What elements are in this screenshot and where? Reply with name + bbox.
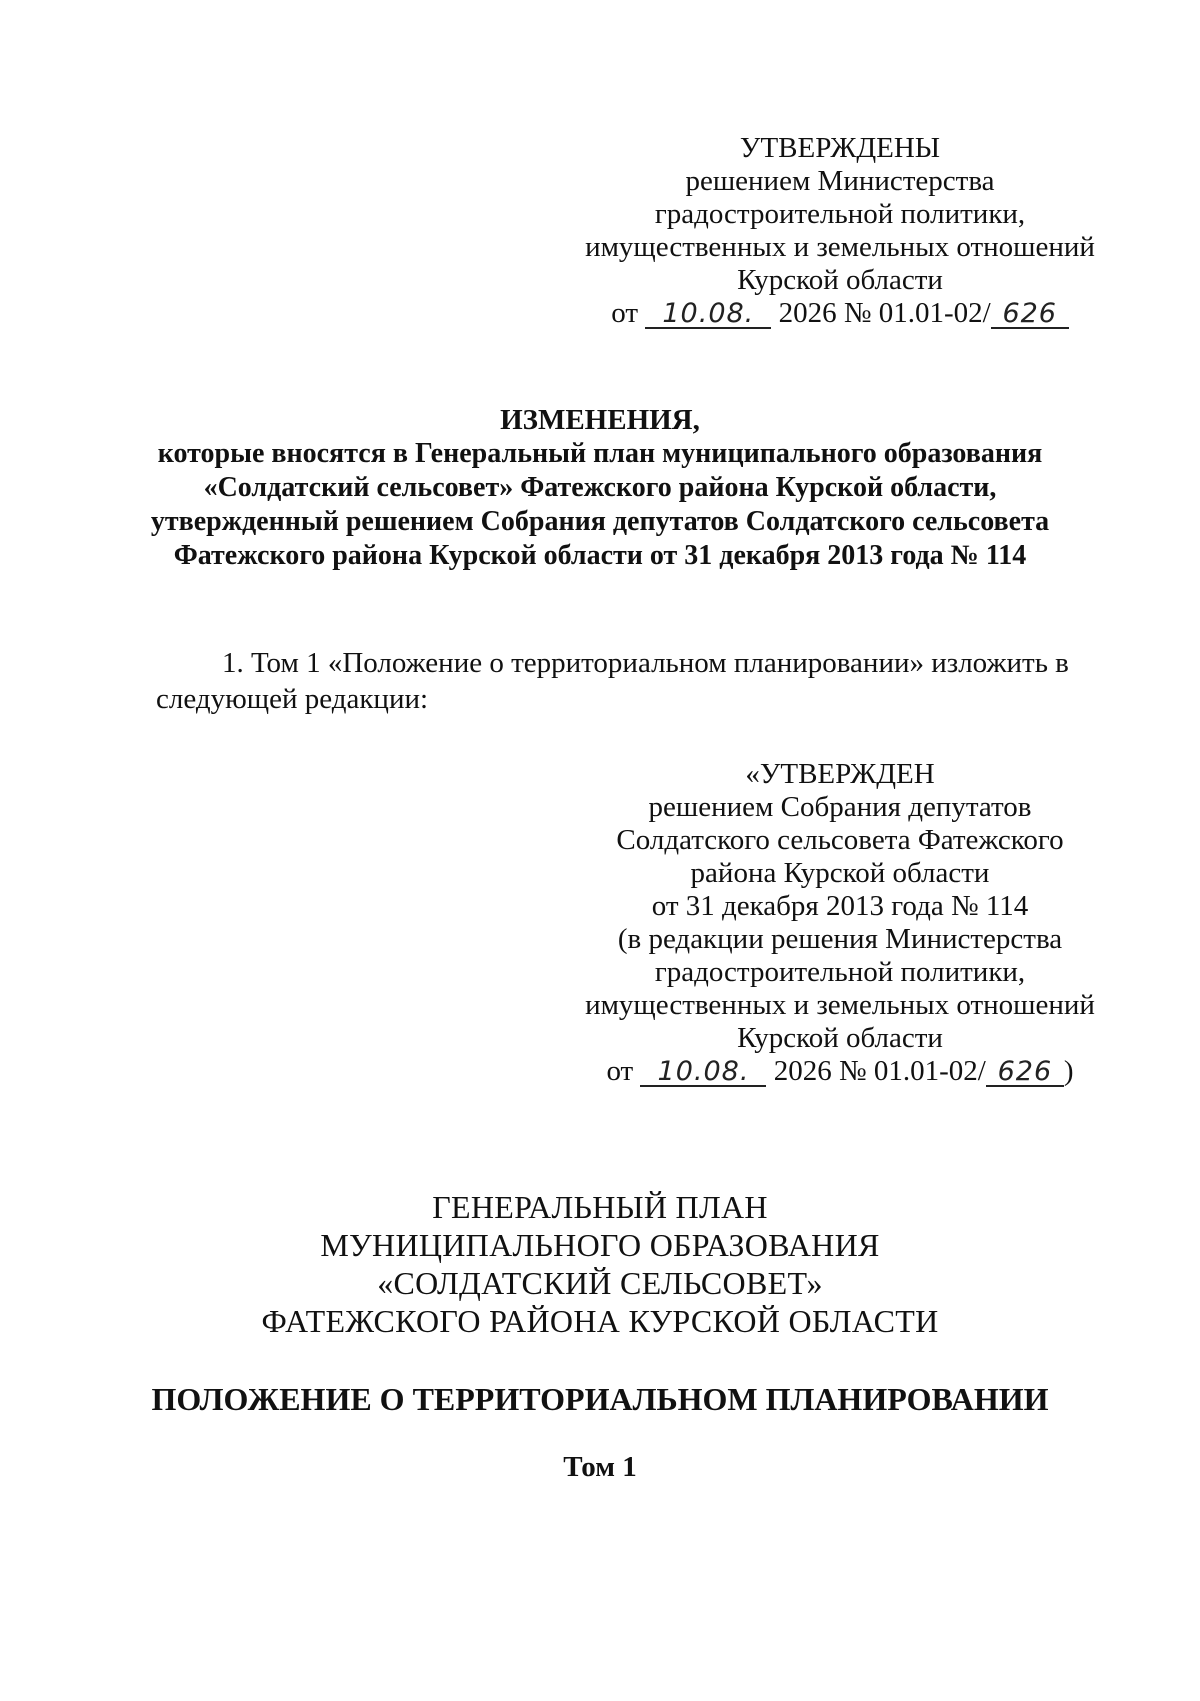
approval-line: Солдатского сельсовета Фатежского [616, 824, 1064, 856]
volume-text: Том 1 [563, 1451, 637, 1483]
handwritten-number: 626 [991, 301, 1069, 329]
approval-block-top [540, 132, 1140, 330]
approval-title: «УТВЕРЖДЕН [745, 758, 935, 790]
changes-heading [60, 403, 1140, 573]
plan-title-line: МУНИЦИПАЛЬНОГО ОБРАЗОВАНИЯ [320, 1227, 880, 1263]
changes-line: Фатежского района Курской области от 31 декабря 2013 года № 114 [173, 540, 1027, 571]
body-paragraph [156, 645, 1116, 717]
approval-line: градостроительной политики, [654, 198, 1026, 230]
approval-line: района Курской области [690, 857, 990, 889]
section-title-text: ПОЛОЖЕНИЕ О ТЕРРИТОРИАЛЬНОМ ПЛАНИРОВАНИИ [151, 1381, 1049, 1417]
date-suffix: 2026 № 01.01-02/ [773, 1055, 986, 1087]
date-prefix: от [606, 1055, 634, 1087]
approval-title: УТВЕРЖДЕНЫ [739, 132, 941, 164]
date-prefix: от [611, 297, 639, 329]
approval-date-line [540, 1055, 1140, 1088]
approval-line: градостроительной политики, [654, 956, 1026, 988]
paragraph-line: 1. Том 1 «Положение о территориальном планировании» изложить в [222, 647, 1069, 679]
approval-line: решением Собрания депутатов [648, 791, 1032, 823]
approval-line: имущественных и земельных отношений [585, 231, 1095, 263]
handwritten-date: 10.08. [645, 301, 771, 329]
approval-line: имущественных и земельных отношений [585, 989, 1095, 1021]
approval-line: (в редакции решения Министерства [617, 923, 1063, 955]
plan-title-line: «СОЛДАТСКИЙ СЕЛЬСОВЕТ» [377, 1265, 823, 1301]
plan-title-line: ФАТЕЖСКОГО РАЙОНА КУРСКОЙ ОБЛАСТИ [261, 1303, 939, 1339]
approval-line: от 31 декабря 2013 года № 114 [651, 890, 1029, 922]
approval-date-line [540, 297, 1140, 330]
handwritten-number: 626 [986, 1059, 1064, 1087]
section-title [60, 1380, 1140, 1418]
approval-line: Курской области [737, 264, 943, 296]
changes-line: которые вносятся в Генеральный план муниципального образования [157, 438, 1043, 469]
approval-line: Курской области [737, 1022, 943, 1054]
changes-line: утвержденный решением Собрания депутатов Солдатского сельсовета [150, 506, 1050, 537]
paragraph-line: следующей редакции: [156, 683, 429, 715]
handwritten-date: 10.08. [640, 1059, 766, 1087]
approval-block-inner [540, 758, 1140, 1088]
approval-line: решением Министерства [685, 165, 995, 197]
plan-title [60, 1188, 1140, 1340]
volume-label [60, 1450, 1140, 1484]
plan-title-line: ГЕНЕРАЛЬНЫЙ ПЛАН [432, 1189, 768, 1225]
changes-line: «Солдатский сельсовет» Фатежского района Курской области, [203, 472, 997, 503]
changes-title: ИЗМЕНЕНИЯ, [500, 404, 700, 436]
date-suffix: 2026 № 01.01-02/ [778, 297, 991, 329]
closing-paren: ) [1063, 1055, 1074, 1087]
